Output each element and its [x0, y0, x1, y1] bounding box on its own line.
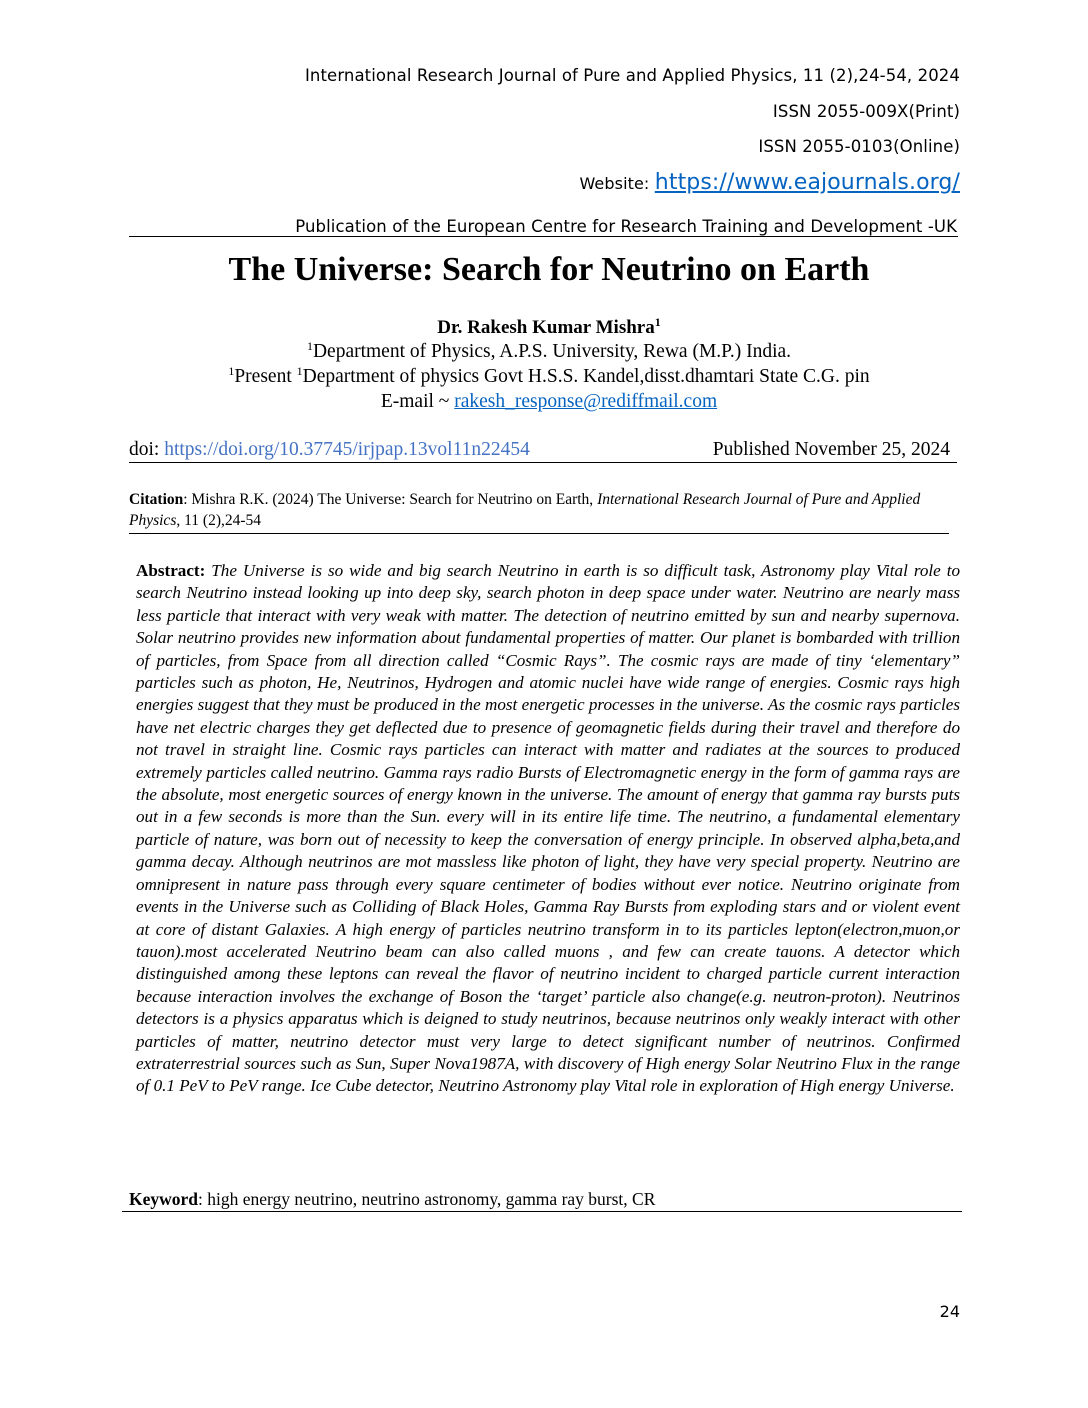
abstract-label: Abstract:: [136, 561, 206, 580]
author-affiliation-marker: 1: [654, 315, 661, 329]
email-label: E-mail ~: [380, 391, 455, 412]
abstract: [136, 560, 960, 1098]
journal-citation-header: International Research Journal of Pure and Applied Physics, 11 (2),24-54, 2024: [304, 66, 960, 85]
affiliation-1: [0, 341, 1088, 363]
keywords-underline: [122, 1211, 962, 1212]
affiliation-1-text: Department of Physics, A.P.S. University, Rewa (M.P.) India.: [312, 341, 792, 362]
citation-volume: , 11 (2),24-54: [176, 512, 262, 529]
page-number: 24: [939, 1302, 960, 1321]
affiliation-marker: 1: [228, 364, 235, 378]
email-line: [0, 391, 1088, 413]
affiliation-2: [0, 366, 1088, 388]
affiliation-2-prefix: Present: [234, 366, 297, 387]
issn-print: ISSN 2055-009X(Print): [772, 102, 960, 121]
abstract-text: The Universe is so wide and big search Neutrino in earth is so difficult task, Astronomy play Vital role to search Neutrino instead looking up into deep sky, search photon in deep space under water. Neutrino are nearly mass less particle that interact with very weak with matter. The detection of neutrino emitted by sun and nearby supernova. Solar neutrino provides new information about fundamental properties of matter. Our planet is bombarded with trillion of particles, from Space from all direction called “Cosmic Rays”. The cosmic rays are made of tiny ‘elementary” particles such as photon, He, Neutrinos, Hydrogen and atomic nuclei have wide range of energies. Cosmic rays high energies suggest that they must be produced in the most energetic processes in the universe. As the cosmic rays particles have net electric charges they get deflected due to presence of geomagnetic fields during their travel and therefore do not travel in straight line. Cosmic rays particles can interact with matter and radiates at the sources to produced extremely particles called neutrino. Gamma rays radio Bursts of Electromagnetic energy in the form of gamma rays are the absolute, most energetic sources of energy known in the universe. The amount of energy that gamma ray bursts puts out in a few seconds is more than the Sun. every will in its entire life time. The neutrino, a fundamental elementary particle of nature, was born out of necessity to keep the conversation of energy principle. In observed alpha,beta,and gamma decay. Although neutrinos are mot massless like photon of light, they have very special property. Neutrino are omnipresent in nature pass through every square centimeter of bodies without ever notice. Neutrino originate from events in the Universe such as Colliding of Black Holes, Gamma Ray Bursts from exploding stars and or violent event at core of distant Galaxies. A high energy of particles neutrino transform in to its particles lepton(electron,muon,or tauon).most accelerated Neutrino beam can also called muons , and few can create tauons. A detector which distinguished among these leptons can reveal the flavor of neutrino incident to charged particle current interaction because interaction involves the exchange of Boson the ‘target’ particle also change(e.g. neutron-proton). Neutrinos detectors is a physics apparatus which is deigned to study neutrinos, because neutrinos only weakly interact with other particles of matter, neutrino detector must very large to detect significant number of neutrinos. Confirmed extraterrestrial sources such as Sun, Super Nova1987A, with discovery of High energy Solar Neutrino Flux in the range of 0.1 PeV to PeV range. Ice Cube detector, Neutrino Astronomy play Vital role in exploration of High energy Universe.: [136, 561, 960, 1096]
affiliation-marker: 1: [306, 339, 313, 353]
website-line: [579, 170, 960, 195]
publisher-line: Publication of the European Centre for Research Training and Development -UK: [295, 217, 957, 236]
doi-line: [129, 439, 530, 461]
citation-text: : Mishra R.K. (2024) The Universe: Search for Neutrino on Earth,: [183, 491, 598, 508]
doi-link[interactable]: https://doi.org/10.37745/irjpap.13vol11n22454: [164, 439, 530, 460]
issn-online: ISSN 2055-0103(Online): [758, 137, 960, 156]
keywords-label: Keyword: [129, 1189, 199, 1209]
website-label: Website:: [579, 174, 650, 193]
website-link[interactable]: https://www.eajournals.org/: [654, 170, 960, 195]
keywords: [129, 1189, 655, 1210]
affiliation-2-text: Department of physics Govt H.S.S. Kandel,disst.dhamtari State C.G. pin: [302, 366, 870, 387]
email-link[interactable]: rakesh_response@rediffmail.com: [454, 391, 718, 412]
doi-underline: [129, 462, 957, 463]
doi-label: doi:: [129, 439, 165, 460]
paper-title: The Universe: Search for Neutrino on Earth: [228, 251, 870, 288]
author-name-text: Dr. Rakesh Kumar Mishra: [437, 317, 655, 338]
affiliation-marker: 1: [296, 364, 303, 378]
keywords-text: : high energy neutrino, neutrino astronomy, gamma ray burst, CR: [198, 1189, 656, 1209]
citation-divider: [129, 533, 949, 534]
citation: [129, 489, 961, 531]
published-date: Published November 25, 2024: [712, 439, 950, 460]
citation-label: Citation: [129, 491, 184, 508]
header-divider: [129, 236, 958, 237]
author-name: [0, 317, 1088, 339]
citation-journal: International Research Journal of Pure and Applied Physics: [129, 491, 921, 529]
